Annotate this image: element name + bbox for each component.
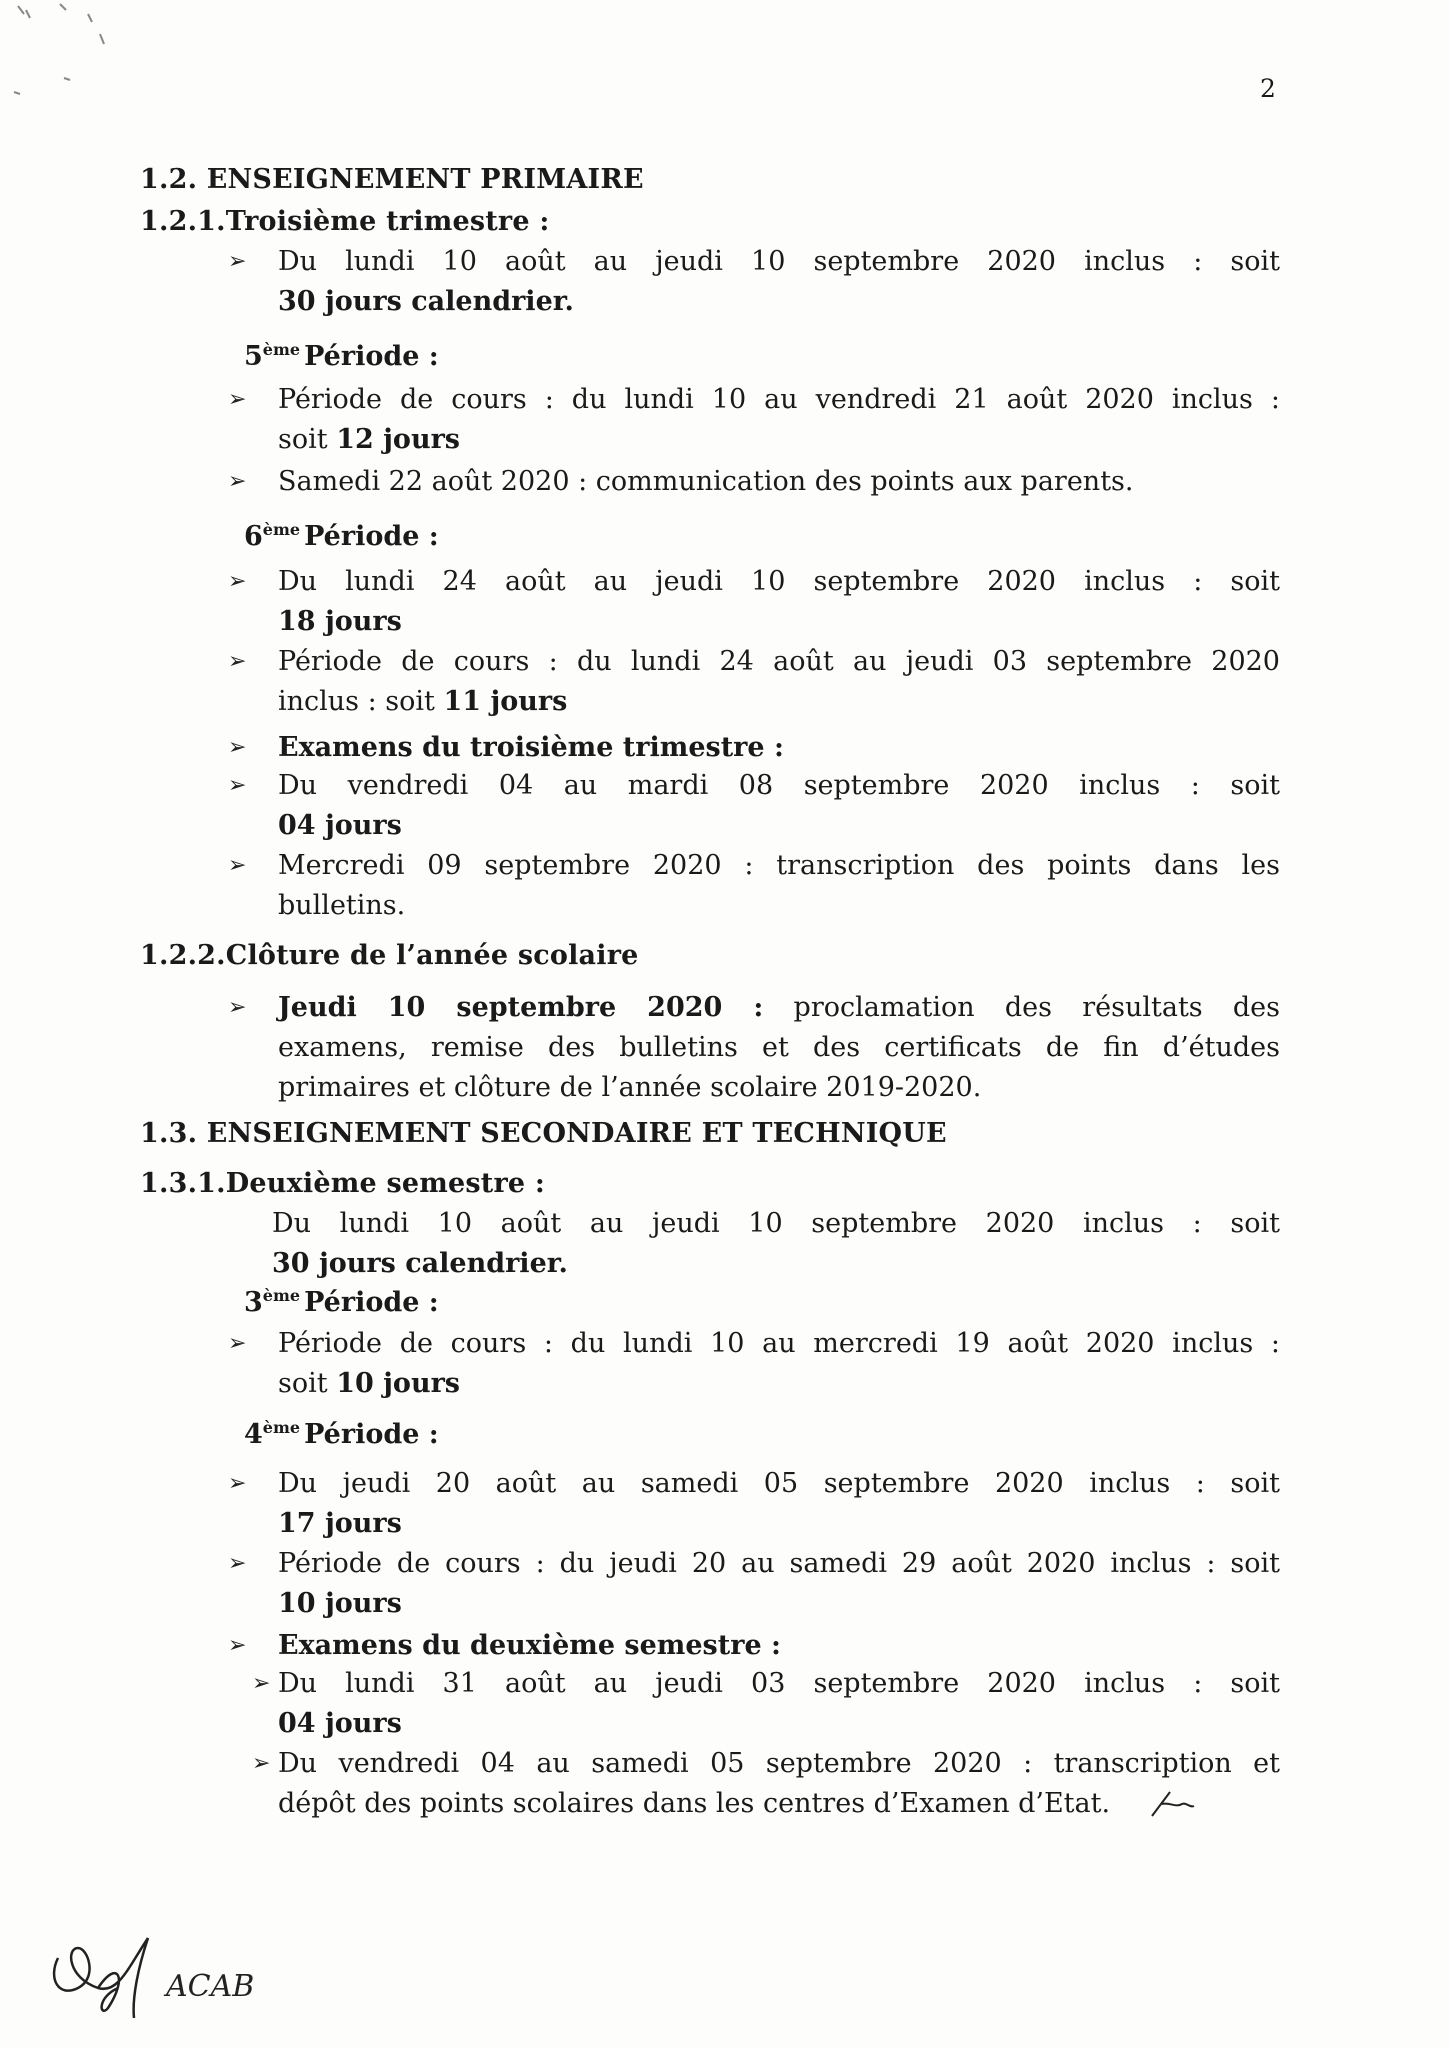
list-item: ➢ Période de cours : du lundi 10 au mercredi 19 août 2020 inclus : soit 10 jours (228, 1324, 1280, 1404)
list-item: ➢ Du lundi 10 août au jeudi 10 septembre 2020 inclus : soit 30 jours calendrier. (228, 242, 1280, 322)
arrow-bullet-icon: ➢ (228, 1471, 247, 1496)
list-item: ➢ Période de cours : du lundi 10 au vendredi 21 août 2020 inclus : soit 12 jours (228, 380, 1280, 460)
arrow-bullet-icon: ➢ (228, 1633, 247, 1658)
heading-cloture-annee: 1.2.2.Clôture de l’année scolaire (140, 940, 639, 971)
page-number: 2 (1260, 74, 1276, 103)
svg-text:ACAB: ACAB (166, 1969, 255, 2004)
period-heading: 4ème Période : (244, 1418, 439, 1450)
list-item: ➢ Samedi 22 août 2020 : communication des points aux parents. (228, 462, 1280, 502)
period-heading: 3ème Période : (244, 1286, 439, 1318)
scan-specks (0, 0, 200, 120)
arrow-bullet-icon: ➢ (228, 1331, 247, 1356)
list-item: ➢ Du vendredi 04 au samedi 05 septembre 2020 : transcription et dépôt des points scolaires dans les centres d’Examen d’Etat. (228, 1744, 1280, 1824)
list-item: ➢ Du lundi 24 août au jeudi 10 septembre 2020 inclus : soit 18 jours (228, 562, 1280, 642)
heading-deuxieme-semestre: 1.3.1.Deuxième semestre : (140, 1168, 546, 1199)
arrow-bullet-icon: ➢ (228, 249, 247, 274)
arrow-bullet-icon: ➢ (228, 853, 247, 878)
list-item: ➢ Examens du troisième trimestre : (228, 728, 1280, 768)
arrow-bullet-icon: ➢ (228, 469, 247, 494)
heading-troisieme-trimestre: 1.2.1.Troisième trimestre : (140, 206, 550, 237)
list-item: ➢ Examens du deuxième semestre : (228, 1626, 1280, 1666)
list-item: ➢ Période de cours : du lundi 24 août au jeudi 03 septembre 2020 inclus : soit 11 jours (228, 642, 1280, 722)
list-item: ➢ Jeudi 10 septembre 2020 : proclamation des résultats des examens, remise des bulletins et des certificats de fin d’études primaires et clôture de l’année scolaire 2019-2020. (228, 988, 1280, 1108)
arrow-bullet-icon: ➢ (228, 735, 247, 760)
list-item: ➢ Période de cours : du jeudi 20 au samedi 29 août 2020 inclus : soit 10 jours (228, 1544, 1280, 1624)
initials-mark (1148, 1786, 1198, 1826)
signature (38, 1918, 268, 2028)
arrow-bullet-icon: ➢ (228, 1551, 247, 1576)
list-item: ➢ Du vendredi 04 au mardi 08 septembre 2020 inclus : soit 04 jours (228, 766, 1280, 846)
list-item: ➢ Du lundi 31 août au jeudi 03 septembre 2020 inclus : soit 04 jours (228, 1664, 1280, 1744)
heading-enseignement-primaire: 1.2. ENSEIGNEMENT PRIMAIRE (140, 164, 644, 195)
period-heading: 5ème Période : (244, 340, 439, 372)
list-item: Du lundi 10 août au jeudi 10 septembre 2020 inclus : soit 30 jours calendrier. (272, 1208, 1280, 1279)
arrow-bullet-icon: ➢ (228, 773, 247, 798)
arrow-bullet-icon: ➢ (252, 1671, 271, 1696)
arrow-bullet-icon: ➢ (252, 1751, 271, 1776)
list-item: ➢ Du jeudi 20 août au samedi 05 septembre 2020 inclus : soit 17 jours (228, 1464, 1280, 1544)
arrow-bullet-icon: ➢ (228, 995, 247, 1020)
period-heading: 6ème Période : (244, 520, 439, 552)
heading-enseignement-secondaire: 1.3. ENSEIGNEMENT SECONDAIRE ET TECHNIQUE (140, 1118, 947, 1149)
arrow-bullet-icon: ➢ (228, 649, 247, 674)
arrow-bullet-icon: ➢ (228, 387, 247, 412)
list-item: ➢ Mercredi 09 septembre 2020 : transcription des points dans les bulletins. (228, 846, 1280, 926)
arrow-bullet-icon: ➢ (228, 569, 247, 594)
